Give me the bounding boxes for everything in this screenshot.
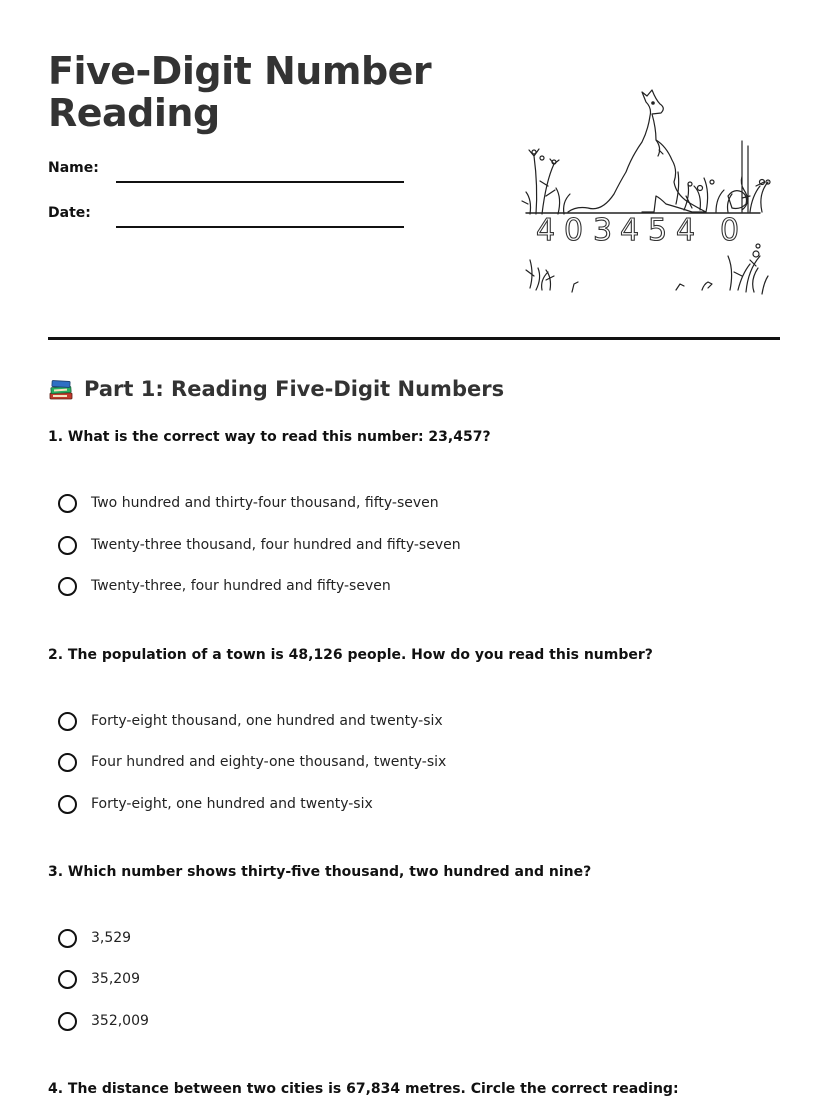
option-3a[interactable] bbox=[58, 926, 131, 950]
option-2b[interactable] bbox=[58, 750, 446, 774]
radio-button[interactable] bbox=[58, 536, 77, 555]
illustration-digit: 0 bbox=[720, 213, 740, 248]
question-3: 3. Which number shows thirty-five thousand, two hundred and nine? bbox=[48, 864, 592, 880]
option-1b[interactable] bbox=[58, 533, 461, 557]
kangaroo-illustration bbox=[516, 86, 780, 308]
illustration-digit: 3 bbox=[593, 213, 613, 248]
question-2: 2. The population of a town is 48,126 people. How do you read this number? bbox=[48, 647, 653, 663]
radio-button[interactable] bbox=[58, 929, 77, 948]
option-label: Forty-eight, one hundred and twenty-six bbox=[91, 796, 373, 812]
option-label: 35,209 bbox=[91, 971, 140, 987]
radio-button[interactable] bbox=[58, 712, 77, 731]
illustration-digit: 0 bbox=[564, 213, 584, 248]
name-input-line[interactable] bbox=[116, 181, 404, 183]
option-label: Twenty-three, four hundred and fifty-seven bbox=[91, 578, 391, 594]
option-2c[interactable] bbox=[58, 792, 373, 816]
option-label: Four hundred and eighty-one thousand, twenty-six bbox=[91, 754, 447, 770]
option-3b[interactable] bbox=[58, 967, 140, 991]
name-label: Name: bbox=[48, 160, 99, 176]
option-label: 352,009 bbox=[91, 1013, 149, 1029]
illustration-digit: 4 bbox=[620, 213, 640, 248]
illustration-digit: 4 bbox=[536, 213, 556, 248]
illustration-digit: 5 bbox=[648, 213, 668, 248]
option-label: Twenty-three thousand, four hundred and fifty-seven bbox=[91, 537, 461, 553]
option-1c[interactable] bbox=[58, 574, 391, 598]
date-input-line[interactable] bbox=[116, 226, 404, 228]
question-1: 1. What is the correct way to read this number: 23,457? bbox=[48, 429, 491, 445]
option-1a[interactable] bbox=[58, 491, 439, 515]
section-header bbox=[48, 374, 504, 404]
radio-button[interactable] bbox=[58, 1012, 77, 1031]
date-label: Date: bbox=[48, 205, 91, 221]
radio-button[interactable] bbox=[58, 753, 77, 772]
section-title: Part 1: Reading Five-Digit Numbers bbox=[84, 377, 505, 401]
option-label: Forty-eight thousand, one hundred and twenty-six bbox=[91, 713, 443, 729]
option-3c[interactable] bbox=[58, 1009, 149, 1033]
option-label: Two hundred and thirty-four thousand, fifty-seven bbox=[91, 495, 439, 511]
question-4: 4. The distance between two cities is 67,834 metres. Circle the correct reading: bbox=[48, 1081, 679, 1097]
header-divider bbox=[48, 337, 780, 340]
illustration-digit: 4 bbox=[676, 213, 696, 248]
option-2a[interactable] bbox=[58, 709, 443, 733]
radio-button[interactable] bbox=[58, 970, 77, 989]
radio-button[interactable] bbox=[58, 494, 77, 513]
radio-button[interactable] bbox=[58, 795, 77, 814]
option-label: 3,529 bbox=[91, 930, 132, 946]
radio-button[interactable] bbox=[58, 577, 77, 596]
worksheet-title: Five-Digit Number Reading bbox=[48, 49, 432, 135]
books-icon bbox=[48, 376, 74, 402]
